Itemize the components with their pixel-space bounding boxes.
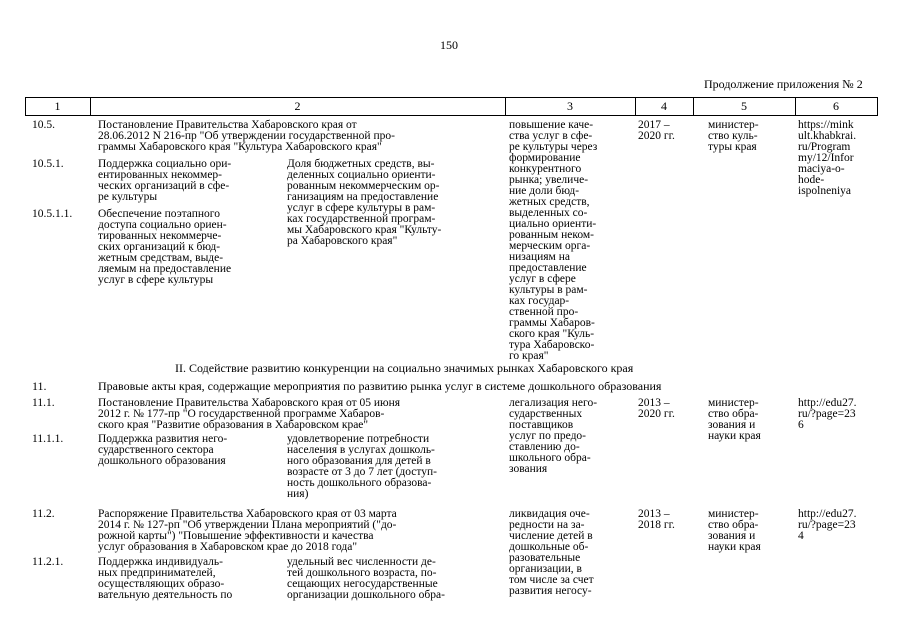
measure-text: Распоряжение Правительства Хабаровского края от 03 марта 2014 г. № 127-рп "Об утверждении Плана мероприятий ("до- рожной карты") "Повышение эффективности и качества услуг образования в Хабаровском крае до 2018 года"	[98, 508, 397, 553]
measure-text: Поддержка развития него- сударственного сектора дошкольного образования	[98, 433, 228, 467]
measure-text: Обеспечение поэтапного доступа социально ориен- тированных некоммерче- ских организаций к бюд- жетным средствам, выде- ляемым на предоставление услуг в сфере культуры	[98, 208, 232, 286]
period: 2013 – 2020 гг.	[638, 397, 675, 420]
period: 2013 – 2018 гг.	[638, 508, 675, 531]
expected-result: повышение каче- ства услуг в сфе- ре культуры через формирование конкурентного рынка; увеличе- ние доли бюд- жетных средств, выделенных со- циально ориенти- рованным неком- мерческим орга- низациям на предоставление услуг в сфере культуры в рам- ках государ- ственной про- граммы Хабаров- ского края "Куль- тура Хабаровско- го края"	[509, 119, 598, 362]
col-header-1: 1	[54, 99, 61, 113]
section-heading: II. Содействие развитию конкуренции на социально значимых рынках Хабаровского края	[175, 361, 634, 375]
row-number: 10.5.	[32, 119, 55, 131]
col-header-2: 2	[294, 99, 301, 113]
row-number: 11.1.	[32, 397, 55, 409]
period: 2017 – 2020 гг.	[638, 119, 675, 142]
col-header-3: 3	[567, 99, 573, 113]
measure-text: Поддержка социально ори- ентированных некоммер- ческих организаций в сфе- ре культуры	[98, 158, 232, 203]
expected-result: легализация него- сударственных поставщиков услуг по предо- ставлению до- школьного обра- зования	[509, 397, 598, 475]
table-header	[25, 97, 878, 116]
row-number: 11.2.	[32, 508, 55, 520]
row-number: 10.5.1.1.	[32, 208, 73, 220]
row-number: 10.5.1.	[32, 158, 64, 170]
continuation-note: Продолжение приложения № 2	[704, 77, 863, 91]
measure-text: Постановление Правительства Хабаровского края от 28.06.2012 N 216-пр "Об утверждении государственной про- граммы Хабаровского края "Культура Хабаровского края"	[98, 119, 395, 153]
row-number: 11.2.1.	[32, 556, 64, 568]
indicator-text: Доля бюджетных средств, вы- деленных социально ориенти- рованным некоммерческим ор- ганизациям на предоставление услуг в сфере культуры в рам- ках государственной програм- мы Хабаровского края "Культу- ра Хабаровского края"	[287, 158, 442, 247]
measure-text: Поддержка индивидуаль- ных предпринимателей, осуществляющих образо- вательную деятельность по	[98, 556, 233, 601]
measure-text: Постановление Правительства Хабаровского края от 05 июня 2012 г. № 177-пр "О государственной программе Хабаров- ского края "Развитие образования в Хабаровском крае"	[98, 397, 401, 431]
executor: министер- ство куль- туры края	[708, 119, 759, 153]
indicator-text: удовлетворение потребности населения в услугах дошколь- ного образования для детей в возрасте от 3 до 7 лет (доступ- ность дошкольного образова- ния)	[287, 433, 438, 500]
col-header-4: 4	[661, 99, 667, 113]
expected-result: ликвидация оче- редности на за- числение детей в дошкольные об- разовательные организации, в том числе за счет развития негосу-	[509, 508, 594, 597]
col-header-6: 6	[833, 99, 839, 113]
row-number: 11.1.1.	[32, 433, 64, 445]
row-number: 11.	[32, 379, 47, 393]
source-link: https://mink ult.khabkrai. ru/Program my/12/Infor maciya-o- hode- ispolneniya	[798, 119, 857, 197]
indicator-text: удельный вес численности де- тей дошкольного возраста, по- сещающих негосударственные организации дошкольного обра-	[287, 556, 445, 601]
page-number: 150	[440, 38, 458, 52]
measure-text: Правовые акты края, содержащие мероприятия по развитию рынка услуг в системе дошкольного образования	[98, 379, 662, 393]
executor: министер- ство обра- зования и науки края	[708, 397, 761, 442]
col-header-5: 5	[741, 99, 747, 113]
executor: министер- ство обра- зования и науки края	[708, 508, 761, 553]
source-link: http://edu27. ru/?page=23 6	[798, 397, 857, 431]
source-link: http://edu27. ru/?page=23 4	[798, 508, 857, 542]
